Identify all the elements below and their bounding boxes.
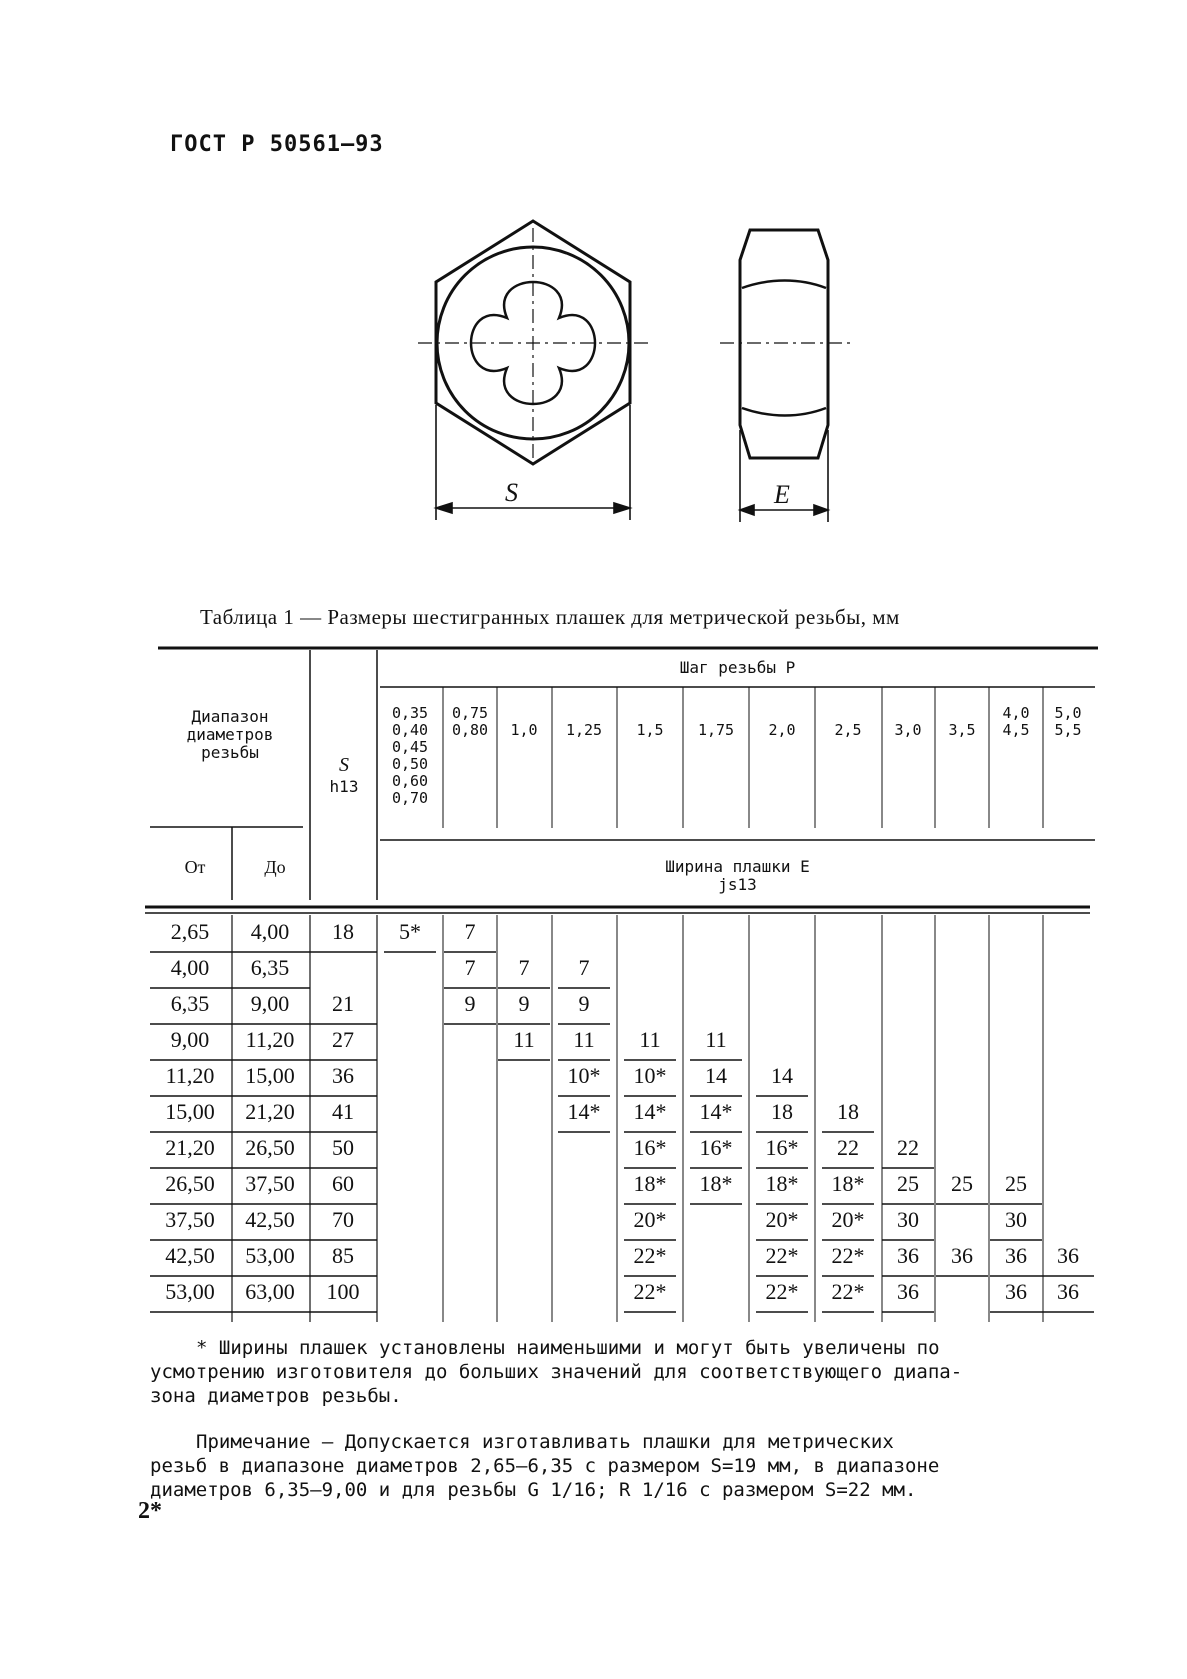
cell-die-width: 22* <box>633 1243 667 1268</box>
cell-die-width: 18* <box>831 1171 865 1196</box>
cell-s: 60 <box>332 1171 354 1196</box>
header-diameter-range-line1: Диапазон <box>191 707 269 726</box>
cell-die-width: 36 <box>897 1243 919 1268</box>
cell-die-width: 9 <box>464 991 476 1016</box>
header-diameter-range-line2: диаметров <box>186 725 274 744</box>
footnote-line3: зона диаметров резьбы. <box>150 1385 402 1407</box>
note-line3: диаметров 6,35—9,00 и для резьбы G 1/16; R 1/16 с размером S=22 мм. <box>150 1479 917 1501</box>
cell-s: 27 <box>332 1027 354 1052</box>
document-number: ГОСТ Р 50561—93 <box>170 132 384 157</box>
cell-die-width: 9 <box>578 991 590 1016</box>
cell-from: 6,35 <box>170 991 210 1016</box>
cell-die-width: 36 <box>897 1279 919 1304</box>
cell-die-width: 36 <box>1057 1279 1079 1304</box>
pitch-header-cell: 0,35 0,40 0,45 0,50 0,60 0,70 <box>391 704 429 807</box>
cell-die-width: 25 <box>951 1171 973 1196</box>
page-mark: 2* <box>138 1498 162 1524</box>
cell-to: 53,00 <box>245 1243 295 1268</box>
cell-die-width: 14* <box>699 1099 733 1124</box>
cell-die-width: 14 <box>771 1063 793 1088</box>
header-diameter-range <box>150 708 310 762</box>
pitch-header-cell: 2,0 <box>768 721 796 739</box>
cell-die-width: 11 <box>639 1027 661 1052</box>
cell-die-width: 11 <box>573 1027 595 1052</box>
pitch-header-cell: 1,75 <box>697 721 735 739</box>
cell-die-width: 25 <box>897 1171 919 1196</box>
cell-die-width: 9 <box>518 991 530 1016</box>
cell-from: 2,65 <box>170 919 210 944</box>
cell-to: 63,00 <box>245 1279 295 1304</box>
cell-die-width: 36 <box>1057 1243 1079 1268</box>
pitch-header-cell: 3,0 <box>894 721 922 739</box>
cell-die-width: 22 <box>897 1135 919 1160</box>
cell-s: 85 <box>332 1243 354 1268</box>
pitch-header-cell: 1,0 <box>510 721 538 739</box>
cell-die-width: 14 <box>705 1063 727 1088</box>
cell-to: 42,50 <box>245 1207 295 1232</box>
header-from: От <box>184 857 206 877</box>
cell-die-width: 22* <box>831 1279 865 1304</box>
cell-to: 37,50 <box>245 1171 295 1196</box>
cell-die-width: 22* <box>633 1279 667 1304</box>
header-die-width-tolerance: js13 <box>718 875 757 894</box>
cell-to: 21,20 <box>245 1099 295 1124</box>
cell-to: 26,50 <box>245 1135 295 1160</box>
cell-die-width: 16* <box>699 1135 733 1160</box>
cell-from: 4,00 <box>170 955 210 980</box>
header-pitch: Шаг резьбы P <box>679 658 796 677</box>
cell-die-width: 22* <box>765 1243 799 1268</box>
cell-die-width: 11 <box>705 1027 727 1052</box>
header-die-width: Ширина плашки E <box>665 857 810 876</box>
dimension-s-label: S <box>505 478 518 507</box>
cell-s: 70 <box>332 1207 354 1232</box>
cell-die-width: 7 <box>464 919 476 944</box>
cell-to: 9,00 <box>250 991 290 1016</box>
cell-die-width: 30 <box>897 1207 919 1232</box>
dimension-e-label: E <box>774 480 790 509</box>
note-line2: резьб в диапазоне диаметров 2,65—6,35 с размером S=19 мм, в диапазоне <box>150 1455 940 1477</box>
table-caption: Таблица 1 — Размеры шестигранных плашек для метрической резьбы, мм <box>200 605 900 629</box>
cell-to: 4,00 <box>250 919 290 944</box>
cell-die-width: 22* <box>765 1279 799 1304</box>
pitch-header-cell: 4,0 4,5 <box>1002 704 1030 739</box>
cell-from: 11,20 <box>165 1063 215 1088</box>
note <box>150 1430 1090 1502</box>
pitch-header-cell: 3,5 <box>948 721 976 739</box>
cell-from: 26,50 <box>165 1171 215 1196</box>
cell-s: 36 <box>332 1063 354 1088</box>
cell-die-width: 7 <box>518 955 530 980</box>
cell-to: 6,35 <box>250 955 290 980</box>
header-diameter-range-line3: резьбы <box>201 743 259 762</box>
cell-s: 100 <box>326 1279 360 1304</box>
cell-die-width: 22* <box>831 1243 865 1268</box>
footnote-line1: * Ширины плашек установлены наименьшими и могут быть увеличены по <box>196 1337 940 1359</box>
footnote <box>150 1336 1090 1408</box>
cell-die-width: 14* <box>633 1099 667 1124</box>
pitch-header-cell: 2,5 <box>834 721 862 739</box>
cell-from: 9,00 <box>170 1027 210 1052</box>
cell-die-width: 11 <box>513 1027 535 1052</box>
cell-die-width: 7 <box>464 955 476 980</box>
cell-from: 42,50 <box>165 1243 215 1268</box>
cell-die-width: 18* <box>699 1171 733 1196</box>
pitch-header-cell: 1,25 <box>565 721 603 739</box>
cell-die-width: 20* <box>633 1207 667 1232</box>
pitch-header-cell: 0,75 0,80 <box>451 704 489 739</box>
cell-die-width: 10* <box>633 1063 667 1088</box>
cell-die-width: 36 <box>951 1243 973 1268</box>
cell-die-width: 18 <box>837 1099 859 1124</box>
cell-s: 50 <box>332 1135 354 1160</box>
cell-die-width: 16* <box>633 1135 667 1160</box>
cell-die-width: 20* <box>765 1207 799 1232</box>
cell-from: 53,00 <box>165 1279 215 1304</box>
cell-die-width: 18* <box>633 1171 667 1196</box>
cell-from: 21,20 <box>165 1135 215 1160</box>
cell-s: 18 <box>332 919 354 944</box>
cell-s: 21 <box>332 991 354 1016</box>
cell-die-width: 20* <box>831 1207 865 1232</box>
cell-die-width: 7 <box>578 955 590 980</box>
cell-s: 41 <box>332 1099 354 1124</box>
header-s: S <box>339 754 349 776</box>
cell-die-width: 10* <box>567 1063 601 1088</box>
pitch-header-cell: 5,0 5,5 <box>1054 704 1082 739</box>
cell-die-width: 22 <box>837 1135 859 1160</box>
cell-to: 11,20 <box>245 1027 295 1052</box>
cell-to: 15,00 <box>245 1063 295 1088</box>
note-line1: Примечание — Допускается изготавливать плашки для метрических <box>196 1431 894 1453</box>
cell-die-width: 36 <box>1005 1279 1027 1304</box>
cell-die-width: 18* <box>765 1171 799 1196</box>
cell-die-width: 14* <box>567 1099 601 1124</box>
header-s-tolerance: h13 <box>329 777 359 796</box>
cell-from: 15,00 <box>165 1099 215 1124</box>
cell-die-width: 18 <box>771 1099 793 1124</box>
cell-die-width: 36 <box>1005 1243 1027 1268</box>
cell-die-width: 30 <box>1005 1207 1027 1232</box>
cell-die-width: 5* <box>399 919 421 944</box>
cell-die-width: 16* <box>765 1135 799 1160</box>
cell-die-width: 25 <box>1005 1171 1027 1196</box>
cell-from: 37,50 <box>165 1207 215 1232</box>
footnote-line2: усмотрению изготовителя до больших значений для соответствующего диапа- <box>150 1361 963 1383</box>
pitch-header-cell: 1,5 <box>636 721 664 739</box>
header-to: До <box>264 857 286 877</box>
